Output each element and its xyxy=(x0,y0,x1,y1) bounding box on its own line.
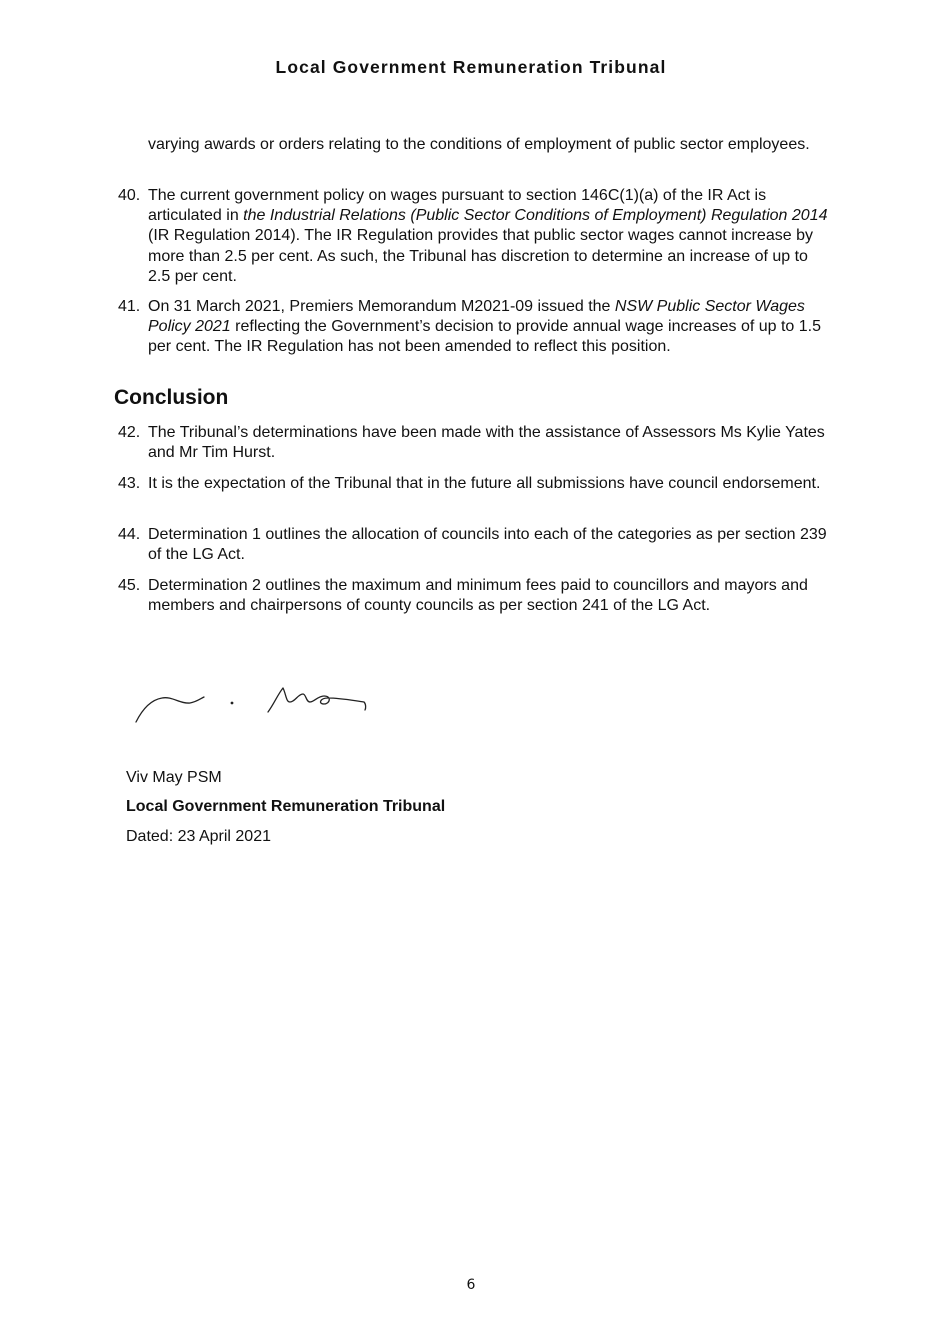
paragraph-text: The Tribunal’s determinations have been made with the assistance of Assessors Ms Kylie Yates and Mr Tim Hurst. xyxy=(148,424,825,462)
paragraph-text-part: The current government policy on wages pursuant to section 146C(1)(a) of the IR Act is articulated in xyxy=(148,187,767,225)
paragraph-text: It is the expectation of the Tribunal that in the future all submissions have council endorsement. xyxy=(148,475,821,492)
signatory-name: Viv May PSM xyxy=(126,769,222,786)
paragraph-43 xyxy=(118,474,828,494)
page-header-title: Local Government Remuneration Tribunal xyxy=(275,57,667,77)
paragraph-text xyxy=(148,297,828,358)
paragraph-text-part: On 31 March 2021, Premiers Memorandum M2021-09 issued the xyxy=(148,298,615,315)
date-line: Dated: 23 April 2021 xyxy=(126,828,271,845)
paragraph-41 xyxy=(118,297,828,358)
page-number: 6 xyxy=(466,1277,476,1293)
paragraph-number: 42. xyxy=(118,424,141,441)
paragraph-text xyxy=(148,186,828,287)
paragraph-number: 44. xyxy=(118,526,141,543)
paragraph-number: 45. xyxy=(118,577,141,594)
paragraph-42 xyxy=(118,423,828,463)
paragraph-45 xyxy=(118,576,828,616)
signatory-organisation: Local Government Remuneration Tribunal xyxy=(126,798,446,815)
paragraph-number: 43. xyxy=(118,475,141,492)
handwritten-signature xyxy=(128,676,378,736)
policy-title: NSW Public Sector Wages Policy 2021 xyxy=(148,298,805,336)
continuation-text: varying awards or orders relating to the conditions of employment of public sector employees. xyxy=(148,136,810,153)
paragraph-text: Determination 2 outlines the maximum and minimum fees paid to councillors and mayors and members and chairpersons of county councils as per section 241 of the LG Act. xyxy=(148,577,808,615)
paragraph-number: 40. xyxy=(118,187,141,204)
section-heading-conclusion: Conclusion xyxy=(114,386,229,409)
paragraph-text-part: reflecting the Government’s decision to provide annual wage increases of up to 1.5 per cent. The IR Regulation has not been amended to reflect this position. xyxy=(148,318,821,356)
paragraph-40 xyxy=(118,186,828,287)
paragraph-text-part: (IR Regulation 2014). The IR Regulation provides that public sector wages cannot increase by more than 2.5 per cent. As such, the Tribunal has discretion to determine an increase of up to 2.5 per cent. xyxy=(148,227,813,285)
paragraph-44 xyxy=(118,525,828,565)
paragraph-text: Determination 1 outlines the allocation of councils into each of the categories as per section 239 of the LG Act. xyxy=(148,526,827,564)
paragraph-number: 41. xyxy=(118,298,141,315)
regulation-title: the Industrial Relations (Public Sector Conditions of Employment) Regulation 2014 xyxy=(243,207,828,225)
